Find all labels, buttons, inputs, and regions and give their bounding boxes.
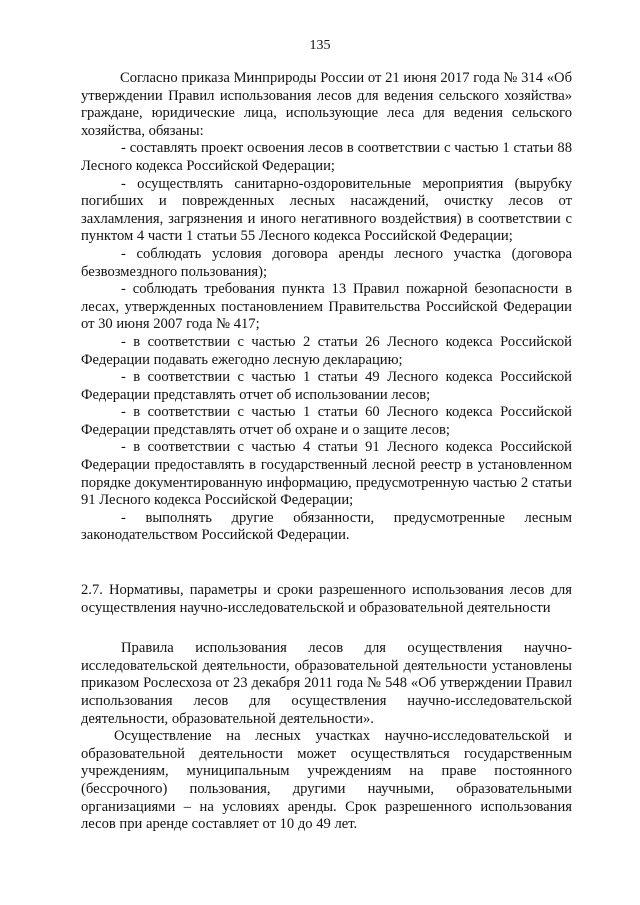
- section-paragraph: Осуществление на лесных участках научно-исследовательской и образовательной деятельности может осуществляться государственным учреждениям, муниципальным учреждениям на праве постоянного (бессрочного) пользования, другими научными, образовательными организациями – на условиях аренды. Срок разрешенного использования лесов при аренде составляет от 10 до 49 лет.: [81, 728, 572, 833]
- section-heading: 2.7. Нормативы, параметры и сроки разрешенного использования лесов для осуществления научно-исследовательской и образовательной деятельности: [81, 582, 572, 616]
- obligation-item: - соблюдать условия договора аренды лесного участка (договора безвозмездного пользования);: [81, 245, 572, 280]
- obligation-item: - в соответствии с частью 1 статьи 49 Лесного кодекса Российской Федерации представлять отчет об использовании лесов;: [81, 369, 572, 403]
- obligation-item: - составлять проект освоения лесов в соответствии с частью 1 статьи 88 Лесного кодекса Российской Федерации;: [81, 140, 572, 174]
- intro-paragraph: Согласно приказа Минприроды России от 21 июня 2017 года № 314 «Об утверждении Правил использования лесов для ведения сельского хозяйства» граждане, юридические лица, использующие леса для ведения сельского хозяйства, обязаны:: [81, 70, 572, 139]
- page-content: [81, 70, 572, 834]
- obligations-list: [81, 140, 572, 545]
- obligation-item: - выполнять другие обязанности, предусмотренные лесным законодательством Российской Федерации.: [81, 509, 572, 544]
- obligation-item: - в соответствии с частью 1 статьи 60 Лесного кодекса Российской Федерации представлять отчет об охране и о защите лесов;: [81, 404, 572, 438]
- obligation-item: - осуществлять санитарно-оздоровительные мероприятия (вырубку погибших и поврежденных лесных насаждений, очистку лесов от захламления, загрязнения и иного негативного воздействия) в соответствии с пунктом 4 части 1 статьи 55 Лесного кодекса Российской Федерации;: [81, 175, 572, 245]
- obligation-item: - соблюдать требования пункта 13 Правил пожарной безопасности в лесах, утвержденных постановлением Правительства Российской Федерации от 30 июня 2007 года № 417;: [81, 281, 572, 333]
- page-number: 135: [309, 38, 331, 53]
- section-paragraph: Правила использования лесов для осуществления научно-исследовательской деятельности, образовательной деятельности установлены приказом Рослесхоза от 23 декабря 2011 года № 548 «Об утверждении Правил использования лесов для осуществления научно-исследовательской деятельности, образовательной деятельности».: [81, 640, 572, 727]
- obligation-item: - в соответствии с частью 2 статьи 26 Лесного кодекса Российской Федерации подавать ежегодно лесную декларацию;: [81, 333, 572, 368]
- obligation-item: - в соответствии с частью 4 статьи 91 Лесного кодекса Российской Федерации предоставлять в государственный лесной реестр в установленном порядке документированную информацию, предусмотренную частью 2 статьи 91 Лесного кодекса Российской Федерации;: [81, 439, 572, 509]
